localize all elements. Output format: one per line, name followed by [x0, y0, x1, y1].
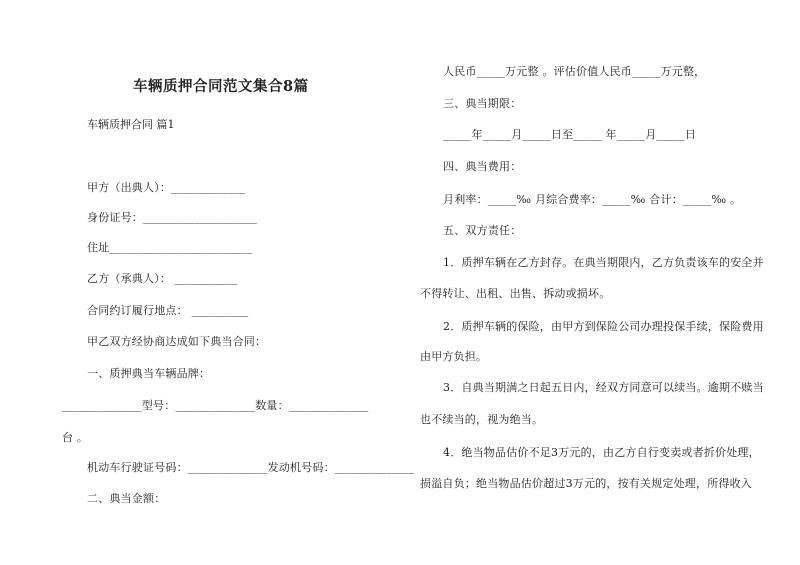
section-1-heading: 一、质押典当车辆品牌： [87, 367, 211, 380]
term-dates-line: _____年_____月_____日至_____ 年_____月_____日 [443, 128, 697, 141]
contract-location-line: 合同约订履行地点： __________ [87, 304, 249, 317]
document-title: 车辆质押合同范文集合8篇 [133, 78, 309, 95]
section-3-heading: 三、典当期限： [443, 97, 522, 110]
duty-4-line-2: 损溢自负；绝当物品估价超过3万元的，按有关规定处理，所得收入 [420, 477, 752, 490]
section-2-heading: 二、典当金额： [87, 492, 166, 505]
address-line: 住址_________________________ [87, 241, 252, 254]
duty-1-line-1: 1．质押车辆在乙方封存。在典当期限内，乙方负责该车的安全并 [443, 256, 764, 269]
vehicle-unit-line: 台 。 [62, 431, 89, 444]
duty-3-line-1: 3．自典当期满之日起五日内，经双方同意可以续当。逾期不赎当 [443, 381, 764, 394]
amount-line: 人民币_____万元整 。评估价值人民币_____万元整， [443, 65, 706, 78]
duty-2-line-2: 由甲方负担。 [420, 350, 488, 363]
duty-3-line-2: 也不续当的，视为绝当。 [420, 413, 544, 426]
duty-4-line-1: 4．绝当物品估价不足3万元的，由乙方自行变卖或者折价处理， [443, 446, 760, 459]
license-engine-line: 机动车行驶证号码：______________发动机号码：______________ [87, 461, 415, 474]
id-number-line: 身份证号：____________________ [87, 211, 257, 224]
party-b-line: 乙方（承典人）： ___________ [87, 272, 238, 285]
document-subtitle: 车辆质押合同 篇1 [87, 118, 175, 131]
party-a-line: 甲方（出典人）：_____________ [87, 181, 246, 194]
agreement-intro-line: 甲乙双方经协商达成如下典当合同： [87, 335, 267, 348]
vehicle-model-line: ______________型号：______________数量：______________ [62, 399, 369, 412]
section-4-heading: 四、典当费用： [443, 160, 522, 173]
duty-2-line-1: 2．质押车辆的保险，由甲方到保险公司办理投保手续，保险费用 [443, 320, 764, 333]
section-5-heading: 五、双方责任： [443, 224, 522, 237]
fee-rates-line: 月利率：_____‰ 月综合费率：_____‰ 合计：_____‰ 。 [443, 193, 742, 206]
duty-1-line-2: 不得转让、出租、出售、拆动或损坏。 [420, 287, 611, 300]
